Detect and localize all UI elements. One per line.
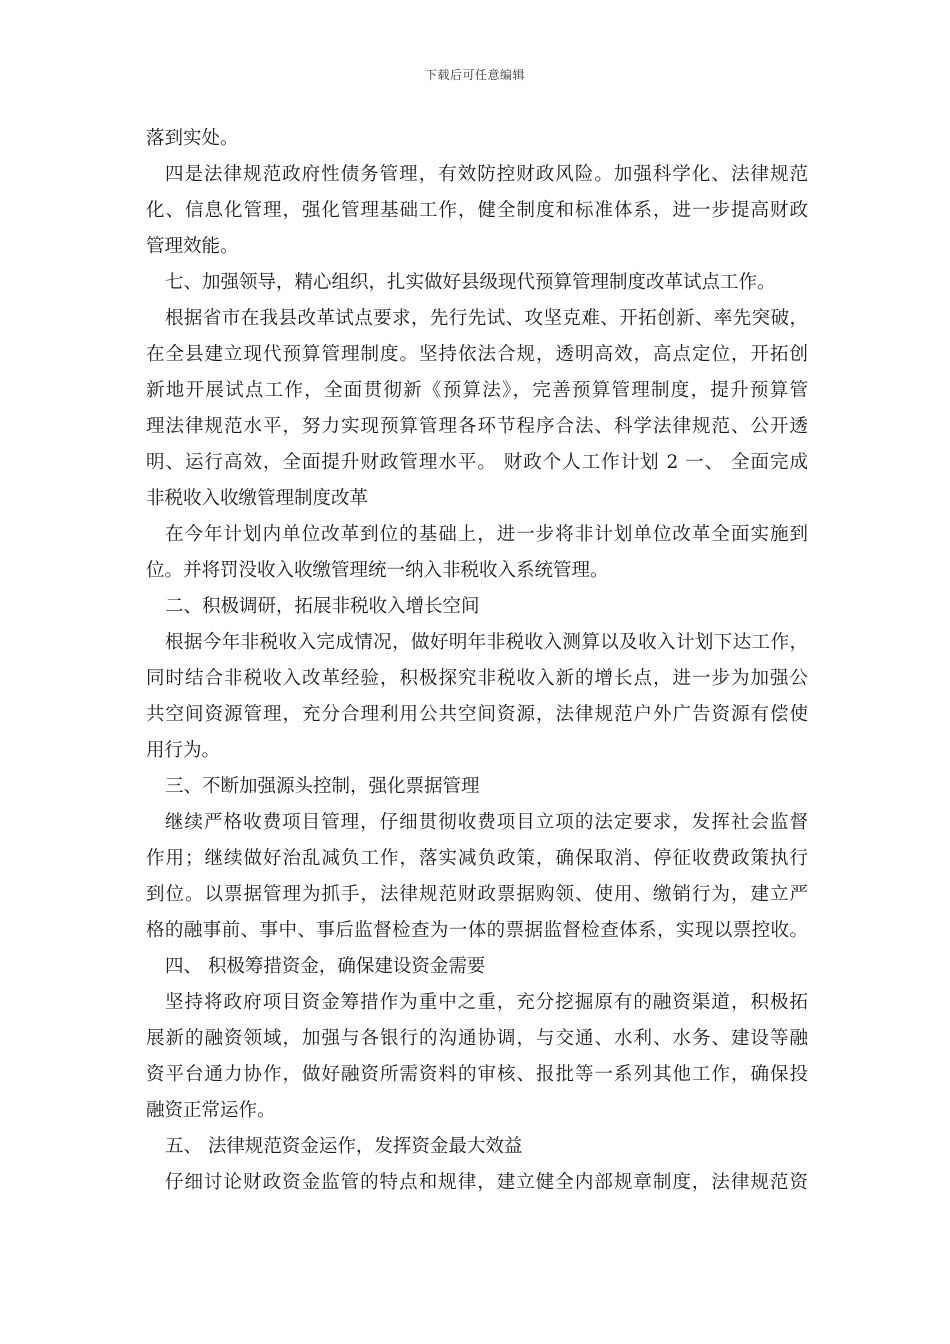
text-line: 二、积极调研，拓展非税收入增长空间 bbox=[165, 596, 480, 617]
text-line: 落到实处。 bbox=[146, 128, 239, 149]
text-line: 资平台通力协作，做好融资所需资料的审核、报批等一系列其他工作，确保投 bbox=[146, 1064, 808, 1085]
text-line: 坚持将政府项目资金筹措作为重中之重，充分挖掘原有的融资渠道，积极拓 bbox=[165, 992, 808, 1013]
text-line: 新地开展试点工作，全面贯彻新《预算法》，完善预算管理制度，提升预算管 bbox=[146, 380, 808, 401]
text-line: 共空间资源管理，充分合理利用公共空间资源，法律规范户外广告资源有偿使 bbox=[146, 704, 808, 725]
text-line: 到位。以票据管理为抓手，法律规范财政票据购领、使用、缴销行为，建立严 bbox=[146, 884, 808, 905]
text-line: 继续严格收费项目管理，仔细贯彻收费项目立项的法定要求，发挥社会监督 bbox=[165, 812, 808, 833]
text-line: 在今年计划内单位改革到位的基础上，进一步将非计划单位改革全面实施到 bbox=[165, 524, 808, 545]
text-line: 化、信息化管理，强化管理基础工作，健全制度和标准体系，进一步提高财政 bbox=[146, 200, 808, 221]
text-line: 三、不断加强源头控制，强化票据管理 bbox=[165, 776, 480, 797]
text-line: 展新的融资领域，加强与各银行的沟通协调，与交通、水利、水务、建设等融 bbox=[146, 1028, 808, 1049]
text-line: 同时结合非税收入改革经验，积极探究非税收入新的增长点，进一步为加强公 bbox=[146, 668, 808, 689]
text-line: 非税收入收缴管理制度改革 bbox=[146, 488, 369, 509]
text-line: 四是法律规范政府性债务管理，有效防控财政风险。加强科学化、法律规范 bbox=[165, 164, 808, 185]
page-header: 下载后可任意编辑 bbox=[424, 68, 525, 82]
text-line: 五、 法律规范资金运作，发挥资金最大效益 bbox=[165, 1136, 523, 1157]
text-line: 七、加强领导，精心组织，扎实做好县级现代预算管理制度改革试点工作。 bbox=[165, 272, 776, 293]
text-line: 在全县建立现代预算管理制度。坚持依法合规，透明高效，高点定位，开拓创 bbox=[146, 344, 808, 365]
text-line: 格的融事前、事中、事后监督检查为一体的票据监督检查体系，实现以票控收。 bbox=[146, 920, 808, 941]
text-line: 管理效能。 bbox=[146, 236, 239, 257]
text-line: 仔细讨论财政资金监管的特点和规律，建立健全内部规章制度，法律规范资 bbox=[165, 1172, 808, 1193]
text-line: 理法律规范水平，努力实现预算管理各环节程序合法、科学法律规范、公开透 bbox=[146, 416, 808, 437]
text-line: 融资正常运作。 bbox=[146, 1100, 276, 1121]
text-line: 四、 积极筹措资金，确保建设资金需要 bbox=[165, 956, 486, 977]
text-line: 根据省市在我县改革试点要求，先行先试、攻坚克难、开拓创新、率先突破， bbox=[165, 308, 808, 329]
text-line: 位。并将罚没收入收缴管理统一纳入非税收入系统管理。 bbox=[146, 560, 609, 581]
text-line: 作用；继续做好治乱减负工作，落实减负政策，确保取消、停征收费政策执行 bbox=[146, 848, 808, 869]
text-line: 根据今年非税收入完成情况，做好明年非税收入测算以及收入计划下达工作， bbox=[165, 632, 808, 653]
text-line: 明、运行高效，全面提升财政管理水平。 财政个人工作计划 2 一、 全面完成 bbox=[146, 452, 808, 473]
text-line: 用行为。 bbox=[146, 740, 221, 761]
document-body bbox=[146, 121, 808, 1201]
